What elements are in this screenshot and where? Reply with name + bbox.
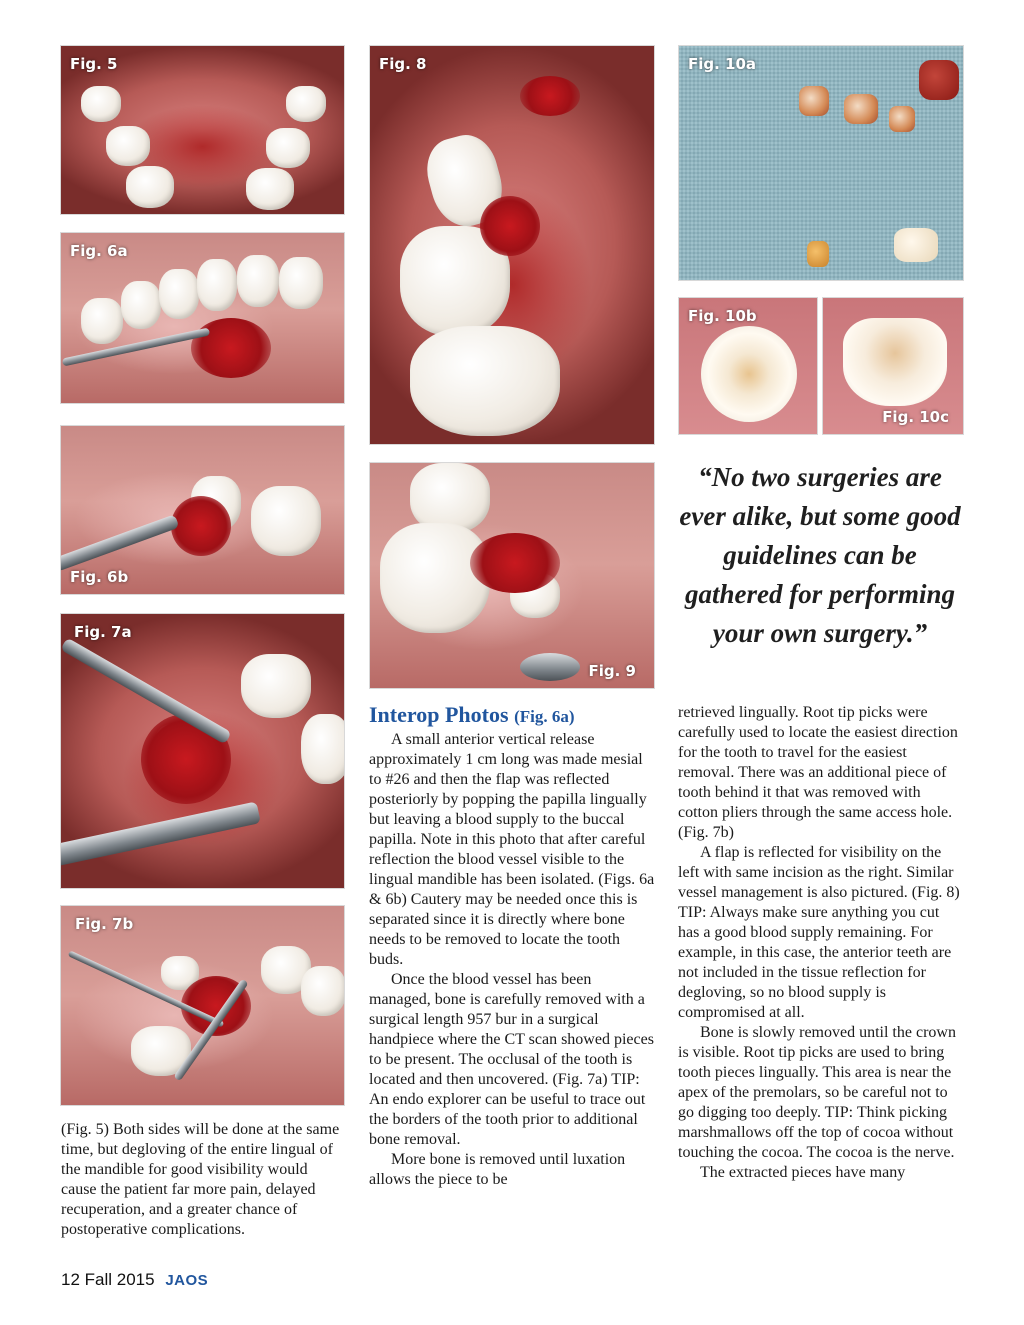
- figure-8-photo: [369, 45, 655, 445]
- issue-label: Fall 2015: [84, 1270, 155, 1289]
- figure-5-caption: (Fig. 5) Both sides will be done at the same time, but degloving of the entire lingual of the mandible for good visibility would cause the patient far more pain, delayed recuperation, and a greater chance of postoperative complications.: [61, 1121, 340, 1238]
- figure-7b-photo: [60, 905, 345, 1106]
- section-heading-figure-ref: (Fig. 6a): [514, 707, 575, 726]
- middle-text-column: [369, 703, 655, 1190]
- figure-10c-photo: [822, 297, 964, 435]
- journal-name: JAOS: [165, 1272, 209, 1289]
- pull-quote: “No two surgeries are ever alike, but some good guidelines can be gathered for performing your own surgery.”: [679, 462, 961, 648]
- figure-5-label: Fig. 5: [70, 55, 118, 73]
- figure-6a-label: Fig. 6a: [70, 242, 128, 260]
- figure-6b-photo: [60, 425, 345, 595]
- section-heading: [369, 703, 655, 729]
- figure-7b-label: Fig. 7b: [75, 915, 134, 933]
- section-heading-title: Interop Photos: [369, 702, 509, 727]
- figure-10b-label: Fig. 10b: [688, 307, 757, 325]
- figure-10c-label: Fig. 10c: [882, 408, 949, 426]
- figure-7a-photo: [60, 613, 345, 889]
- paragraph: A flap is reflected for visibility on the left with same incision as the right. Similar vessel management is also pictured. (Fig. 8) TIP: Always make sure anything you cut has a good blood supply remaining. For example, in this case, the anterior teeth are not included in the tissue reflection for degloving, so no blood supply is compromised at all.: [678, 844, 960, 1021]
- figure-6b-label: Fig. 6b: [70, 568, 129, 586]
- right-text-column: [678, 703, 964, 1183]
- paragraph: More bone is removed until luxation allows the piece to be: [369, 1151, 626, 1188]
- figure-10a-photo: [678, 45, 964, 281]
- figure-9-photo: [369, 462, 655, 689]
- page-footer: [61, 1270, 208, 1290]
- figure-10a-label: Fig. 10a: [688, 55, 757, 73]
- paragraph: A small anterior vertical release approximately 1 cm long was made mesial to #26 and then the flap was reflected posteriorly by popping the papilla lingually but leaving a blood supply to the buccal papilla. Note in this photo that after careful reflection the blood vessel visible to the lingual mandible has been isolated. (Figs. 6a & 6b) Cautery may be needed once this is separated since it is directly where bone needs to be removed to locate the tooth buds.: [369, 731, 655, 968]
- page-number: 12: [61, 1270, 80, 1289]
- paragraph: Once the blood vessel has been managed, bone is carefully removed with a surgical length 957 bur in a surgical handpiece where the CT scan showed pieces to be present. The occlusal of the tooth is located and then uncovered. (Fig. 7a) TIP: An endo explorer can be useful to trace out the borders of the tooth prior to additional bone removal.: [369, 971, 654, 1148]
- figure-8-label: Fig. 8: [379, 55, 427, 73]
- figure-6a-photo: [60, 232, 345, 404]
- paragraph: The extracted pieces have many: [700, 1164, 906, 1181]
- figure-5-photo: [60, 45, 345, 215]
- paragraph: retrieved lingually. Root tip picks were carefully used to locate the easiest direction for the tooth to travel for the easiest removal. There was an additional piece of tooth behind it that was removed with cotton pliers through the same access hole. (Fig. 7b): [678, 704, 958, 841]
- figure-7a-label: Fig. 7a: [74, 623, 132, 641]
- figure-9-label: Fig. 9: [588, 662, 636, 680]
- figure-10b-photo: [678, 297, 818, 435]
- paragraph: Bone is slowly removed until the crown is visible. Root tip picks are used to bring tooth pieces lingually. This area is near the apex of the premolars, so be careful not to go digging too deeply. TIP: Think picking marshmallows off the top of cocoa without touching the cocoa. The cocoa is the nerve.: [678, 1024, 956, 1161]
